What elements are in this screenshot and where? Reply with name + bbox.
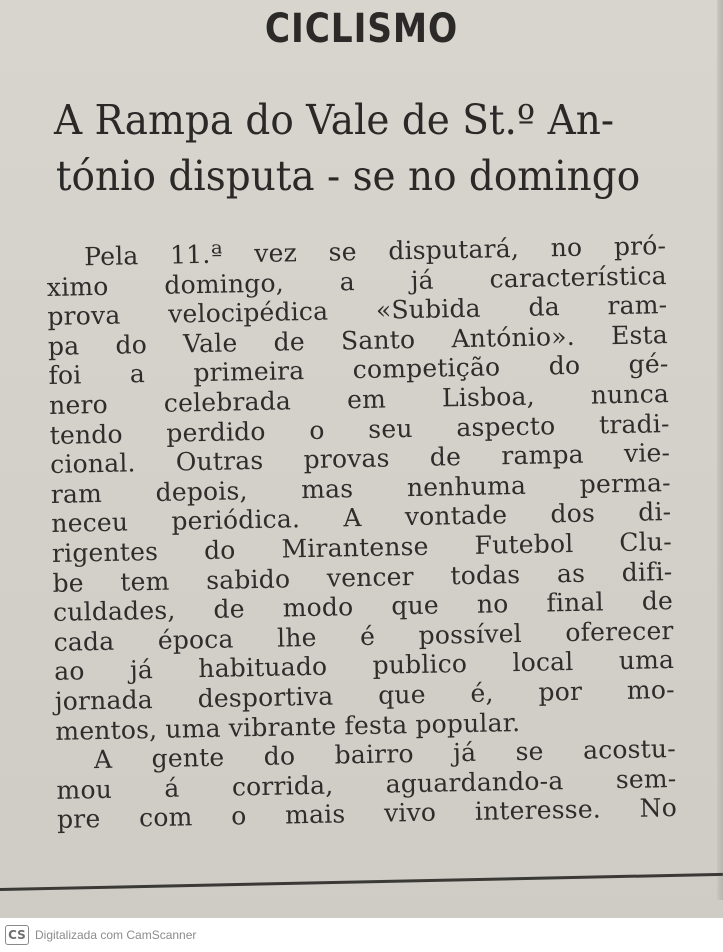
article-line: be tem sabido vencer todas as difi- bbox=[52, 556, 673, 598]
headline bbox=[54, 92, 694, 204]
article-line: cada época lhe é possível oferecer bbox=[53, 615, 674, 657]
article-line: neceu periódica. A vontade dos di- bbox=[51, 497, 672, 539]
article-line: jornada desportiva que é, por mo- bbox=[54, 674, 675, 716]
article-line: Pela 11.ª vez se disputará, no pró- bbox=[83, 231, 667, 272]
article-line: nero celebrada em Lisboa, nunca bbox=[48, 379, 670, 420]
scanner-caption: Digitalizada com CamScanner bbox=[35, 928, 197, 942]
article-line: prova velocipédica «Subida da ram- bbox=[47, 290, 668, 332]
article-line: mentos, uma vibrante festa popular. bbox=[55, 707, 521, 746]
article-line: foi a primeira competição do gé- bbox=[48, 349, 669, 391]
article-line: rigentes do Mirantense Futebol Clu- bbox=[51, 526, 673, 568]
article-line: pre com o mais vivo interesse. No bbox=[56, 793, 678, 835]
paper-edge bbox=[717, 0, 723, 900]
article-line: A gente do bairro já se acostu- bbox=[93, 734, 677, 775]
headline-line-1: A Rampa do Vale de St.º An- bbox=[54, 96, 615, 144]
article-line: ao já habituado publico local uma bbox=[53, 645, 675, 687]
camscanner-logo-icon: CS bbox=[5, 925, 29, 945]
article-line: ximo domingo, a já característica bbox=[46, 260, 668, 302]
article-line: ram depois, mas nenhuma perma- bbox=[50, 467, 671, 509]
section-title: CICLISMO bbox=[264, 6, 459, 52]
article-line: cional. Outras provas de rampa vie- bbox=[49, 438, 671, 480]
article-line: mou á corrida, aguardando-a sem- bbox=[56, 763, 677, 805]
headline-line-2: tónio disputa - se no domingo bbox=[55, 152, 641, 200]
scanner-footer bbox=[0, 918, 723, 952]
article-line: pa do Vale de Santo António». Esta bbox=[47, 319, 669, 361]
article-body bbox=[46, 231, 697, 835]
article-line: culdades, de modo que no final de bbox=[52, 586, 674, 628]
column-rule bbox=[0, 873, 723, 891]
article-line: tendo perdido o seu aspecto tradi- bbox=[49, 408, 670, 450]
